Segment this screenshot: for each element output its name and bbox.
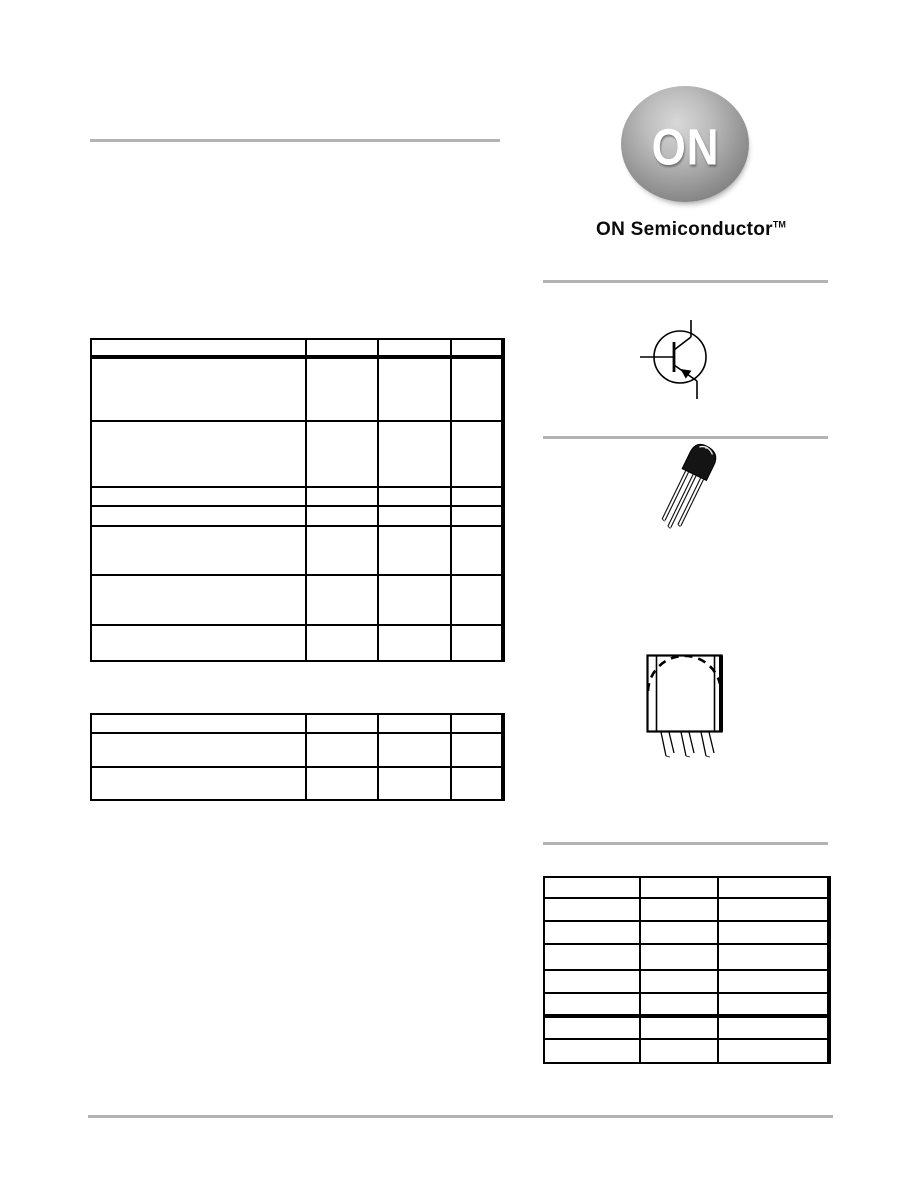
table-cell (451, 487, 503, 506)
right-divider-1 (543, 280, 828, 283)
table-cell (306, 714, 378, 733)
table-cell (306, 526, 378, 575)
on-semiconductor-logo-sphere (621, 86, 749, 202)
table-cell (544, 921, 640, 944)
table-row (544, 1016, 829, 1039)
table-cell (640, 1016, 718, 1039)
table-cell (544, 1016, 640, 1039)
table-cell (718, 921, 829, 944)
table-cell (306, 767, 378, 800)
table-cell (544, 877, 640, 898)
logo-wordmark (596, 219, 826, 241)
left-table-lower (90, 713, 505, 801)
table-cell (451, 714, 503, 733)
table-cell (718, 993, 829, 1016)
table-cell (378, 487, 451, 506)
table-cell (306, 357, 378, 421)
table-cell (451, 625, 503, 661)
table-cell (640, 898, 718, 921)
table-cell (640, 970, 718, 993)
table-cell (544, 944, 640, 970)
table-cell (91, 575, 306, 625)
table-cell (640, 1039, 718, 1063)
table-row (91, 526, 503, 575)
table-cell (718, 1039, 829, 1063)
table-row (544, 993, 829, 1016)
table-cell (306, 487, 378, 506)
table-row (91, 767, 503, 800)
table-row (91, 487, 503, 506)
table-row (91, 506, 503, 526)
table-cell (378, 733, 451, 767)
table-row (544, 921, 829, 944)
table-row (91, 733, 503, 767)
trademark-symbol: TM (772, 219, 786, 230)
table-cell (451, 357, 503, 421)
table-cell (718, 898, 829, 921)
table-cell (91, 487, 306, 506)
table-cell (640, 993, 718, 1016)
table-row (91, 625, 503, 661)
table-cell (451, 339, 503, 357)
table-row (544, 944, 829, 970)
table-cell (544, 898, 640, 921)
to92-package-3d-icon (630, 430, 740, 555)
right-table (543, 876, 831, 1064)
table-cell (640, 877, 718, 898)
on-logo-monogram: ON (651, 118, 719, 176)
table-cell (378, 357, 451, 421)
table-cell (378, 714, 451, 733)
table-cell (544, 993, 640, 1016)
table-cell (718, 970, 829, 993)
table-cell (91, 357, 306, 421)
table-cell (306, 733, 378, 767)
table-cell (451, 767, 503, 800)
table-cell (718, 944, 829, 970)
table-row (544, 898, 829, 921)
table-cell (91, 339, 306, 357)
table-cell (91, 421, 306, 487)
table-cell (544, 970, 640, 993)
table-cell (451, 733, 503, 767)
table-row (91, 357, 503, 421)
right-divider-3 (543, 842, 828, 845)
table-cell (378, 506, 451, 526)
table-row (91, 421, 503, 487)
pnp-transistor-symbol-icon (615, 295, 765, 410)
table-cell (378, 339, 451, 357)
table-cell (306, 421, 378, 487)
table-cell (306, 339, 378, 357)
table-cell (718, 1016, 829, 1039)
top-left-rule (90, 139, 500, 142)
table-cell (91, 625, 306, 661)
table-cell (91, 714, 306, 733)
table-cell (451, 575, 503, 625)
table-cell (378, 575, 451, 625)
table-cell (306, 625, 378, 661)
table-cell (306, 575, 378, 625)
bottom-rule (88, 1115, 833, 1118)
table-cell (640, 921, 718, 944)
table-cell (640, 944, 718, 970)
table-cell (91, 733, 306, 767)
table-cell (378, 421, 451, 487)
table-cell (378, 625, 451, 661)
logo-wordmark-text: ON Semiconductor (596, 219, 773, 240)
table-row (544, 1039, 829, 1063)
table-cell (91, 767, 306, 800)
table-cell (451, 421, 503, 487)
table-cell (378, 526, 451, 575)
table-row (91, 339, 503, 357)
table-cell (544, 1039, 640, 1063)
table-row (544, 970, 829, 993)
left-table-upper (90, 338, 505, 662)
table-row (91, 714, 503, 733)
table-cell (91, 506, 306, 526)
table-row (544, 877, 829, 898)
table-cell (718, 877, 829, 898)
to92-case-outline-icon (610, 640, 790, 770)
table-cell (91, 526, 306, 575)
table-row (91, 575, 503, 625)
table-cell (451, 506, 503, 526)
table-cell (306, 506, 378, 526)
table-cell (451, 526, 503, 575)
table-cell (378, 767, 451, 800)
